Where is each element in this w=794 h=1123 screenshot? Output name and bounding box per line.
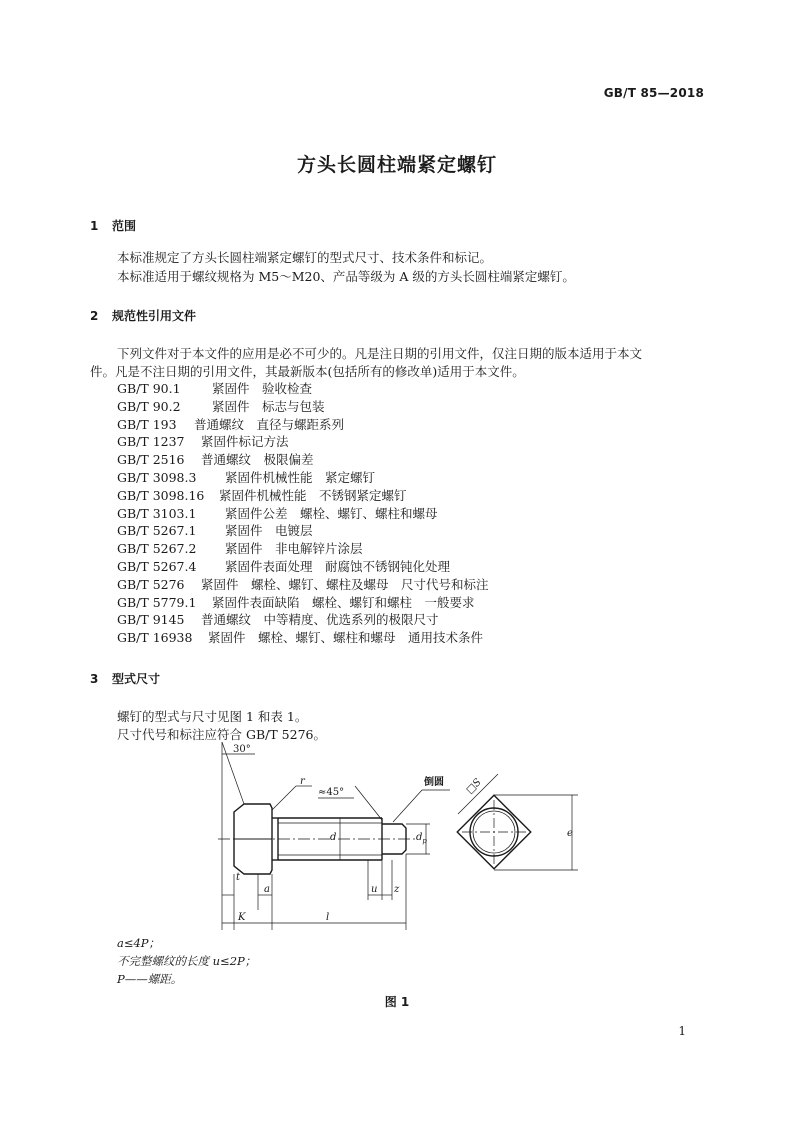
reference-item xyxy=(117,398,489,416)
scope-paragraph-2: 本标准适用于螺纹规格为 M5～M20、产品等级为 A 级的方头长圆柱端紧定螺钉。 xyxy=(117,269,575,284)
scope-paragraph-1: 本标准规定了方头长圆柱端紧定螺钉的型式尺寸、技术条件和标记。 xyxy=(117,250,493,265)
reference-title: 紧固件公差 螺栓、螺钉、螺柱和螺母 xyxy=(225,505,438,521)
reference-code: GB/T 3098.3 xyxy=(117,469,197,485)
reference-item xyxy=(117,487,489,505)
reference-item xyxy=(117,558,489,576)
note-1: a≤4P； xyxy=(117,936,161,950)
reference-title: 紧固件 螺栓、螺钉、螺柱及螺母 尺寸代号和标注 xyxy=(201,576,489,592)
reference-code: GB/T 90.1 xyxy=(117,381,181,396)
note-2: 不完整螺纹的长度 u≤2P； xyxy=(117,954,257,968)
reference-item xyxy=(117,522,489,540)
reference-code: GB/T 193 xyxy=(117,416,177,432)
reference-item xyxy=(117,380,489,398)
reference-code: GB/T 1237 xyxy=(117,434,185,450)
types-paragraph-1: 螺钉的型式与尺寸见图 1 和表 1。 xyxy=(117,709,308,724)
reference-title: 普通螺纹 中等精度、优选系列的极限尺寸 xyxy=(201,612,439,628)
r-label: r xyxy=(300,776,305,787)
reference-item xyxy=(117,594,489,612)
reference-item xyxy=(117,629,489,647)
reference-code: GB/T 3098.16 xyxy=(117,487,205,503)
section-1-heading xyxy=(90,217,136,234)
reference-title: 紧固件机械性能 不锈钢紧定螺钉 xyxy=(219,487,407,503)
figure-notes xyxy=(117,934,256,988)
reference-code: GB/T 5779.1 xyxy=(117,594,197,610)
reference-title: 紧固件表面缺陷 螺栓、螺钉和螺柱 一般要求 xyxy=(212,594,475,610)
figure-caption: 图 1 xyxy=(384,995,410,1009)
reference-title: 紧固件表面处理 耐腐蚀不锈钢钝化处理 xyxy=(225,558,451,574)
reference-item xyxy=(117,469,489,487)
section-title: 范围 xyxy=(112,219,137,233)
reference-code: GB/T 16938 xyxy=(117,630,193,646)
angle-30-label: 30° xyxy=(233,744,251,755)
reference-item xyxy=(117,540,489,558)
l-label: l xyxy=(326,912,330,923)
reference-title: 紧固件标记方法 xyxy=(201,434,289,450)
reference-code: GB/T 5267.1 xyxy=(117,523,197,539)
reference-title: 普通螺纹 极限偏差 xyxy=(201,452,314,468)
normative-intro-line-1: 下列文件对于本文件的应用是必不可少的。凡是注日期的引用文件，仅注日期的版本适用于本文 xyxy=(117,346,643,361)
section-number: 3 xyxy=(90,672,99,686)
reference-item xyxy=(117,505,489,523)
reference-title: 紧固件 标志与包装 xyxy=(212,398,325,414)
reference-list xyxy=(117,380,489,647)
angle-45-label: ≈45° xyxy=(318,787,345,798)
e-label: e xyxy=(567,828,573,839)
s-label: □S xyxy=(464,776,484,797)
section-2-heading xyxy=(90,307,196,324)
section-title: 规范性引用文件 xyxy=(112,309,197,323)
section-title: 型式尺寸 xyxy=(112,672,161,686)
reference-code: GB/T 90.2 xyxy=(117,398,181,414)
dp-label: $d_p$ xyxy=(416,832,427,845)
types-paragraph-2: 尺寸代号和标注应符合 GB/T 5276。 xyxy=(117,727,326,742)
reference-title: 紧固件 非电解锌片涂层 xyxy=(225,541,363,557)
section-number: 1 xyxy=(90,219,99,233)
screw-drawing xyxy=(200,740,600,935)
reference-title: 紧固件机械性能 紧定螺钉 xyxy=(225,469,376,485)
reference-title: 普通螺纹 直径与螺距系列 xyxy=(194,416,345,432)
reference-code: GB/T 5267.2 xyxy=(117,541,197,557)
u-label: u xyxy=(371,884,378,895)
reference-code: GB/T 5267.4 xyxy=(117,558,197,574)
reference-code: GB/T 5276 xyxy=(117,576,185,592)
normative-intro-line-2: 件。凡是不注日期的引用文件，其最新版本(包括所有的修改单)适用于本文件。 xyxy=(90,364,525,379)
section-number: 2 xyxy=(90,309,99,323)
reference-title: 紧固件 电镀层 xyxy=(225,523,313,539)
t-label: t xyxy=(236,872,241,883)
reference-title: 紧固件 验收检查 xyxy=(212,381,313,396)
reference-item xyxy=(117,611,489,629)
reference-code: GB/T 2516 xyxy=(117,452,185,468)
k-label: K xyxy=(238,912,246,923)
standard-number: GB/T 85—2018 xyxy=(603,86,704,100)
reference-item xyxy=(117,451,489,469)
page-title: 方头长圆柱端紧定螺钉 xyxy=(296,154,497,176)
z-label: z xyxy=(394,884,400,895)
reference-code: GB/T 3103.1 xyxy=(117,505,197,521)
reference-title: 紧固件 螺栓、螺钉、螺柱和螺母 通用技术条件 xyxy=(208,630,484,646)
d-label: d xyxy=(330,832,337,843)
reference-item xyxy=(117,433,489,451)
reference-item xyxy=(117,416,489,434)
a-label: a xyxy=(264,884,270,895)
reference-item xyxy=(117,576,489,594)
page-number: 1 xyxy=(678,1024,686,1038)
section-3-heading xyxy=(90,670,160,687)
note-3: P——螺距。 xyxy=(117,972,183,986)
chamfer-label: 倒圆 xyxy=(424,777,444,788)
reference-code: GB/T 9145 xyxy=(117,612,185,628)
